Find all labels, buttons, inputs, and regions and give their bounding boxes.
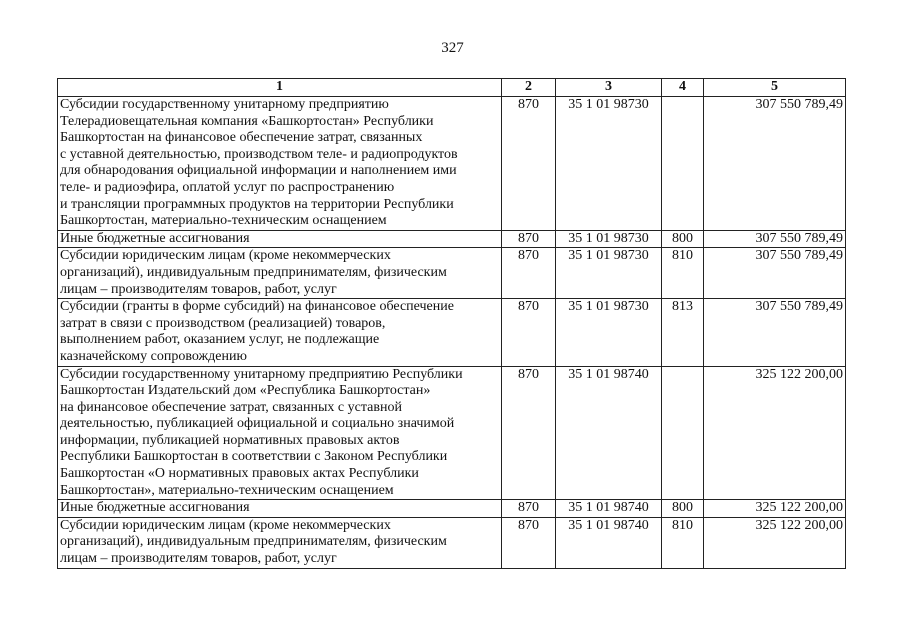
row-name: Иные бюджетные ассигнования [58, 230, 502, 248]
budget-table [57, 78, 846, 569]
row-ministry-code: 870 [502, 248, 556, 299]
row-article-code: 35 1 01 98740 [556, 500, 662, 518]
table-row [58, 248, 846, 299]
row-name: Иные бюджетные ассигнования [58, 500, 502, 518]
table-header-row [58, 79, 846, 97]
row-amount: 307 550 789,49 [704, 230, 846, 248]
row-expense-type: 800 [662, 230, 704, 248]
table-row [58, 366, 846, 500]
row-name: Субсидии государственному унитарному предприятию Телерадиовещательная компания «Башкортостан» Республики Башкортостан на финансовое обеспечение затрат, связанных с уставной деятельностью, производством теле- и радиопродуктов для обнародования официальной информации и наполнением ими теле- и радиоэфира, оплатой услуг по распространению и трансляции программных продуктов на территории Республики Башкортостан, материально-техническим оснащением [58, 97, 502, 231]
row-ministry-code: 870 [502, 299, 556, 366]
row-article-code: 35 1 01 98730 [556, 248, 662, 299]
page-number: 327 [441, 40, 464, 56]
row-expense-type [662, 366, 704, 500]
table-row [58, 500, 846, 518]
column-header-article: 3 [556, 79, 662, 97]
row-article-code: 35 1 01 98730 [556, 230, 662, 248]
row-amount: 325 122 200,00 [704, 366, 846, 500]
row-amount: 325 122 200,00 [704, 500, 846, 518]
row-ministry-code: 870 [502, 366, 556, 500]
row-ministry-code: 870 [502, 97, 556, 231]
row-article-code: 35 1 01 98740 [556, 517, 662, 568]
row-article-code: 35 1 01 98740 [556, 366, 662, 500]
column-header-expense-type: 4 [662, 79, 704, 97]
row-name: Субсидии государственному унитарному предприятию Республики Башкортостан Издательский дом «Республика Башкортостан» на финансовое обеспечение затрат, связанных с уставной деятельностью, публикацией официальной и социально значимой информации, публикацией нормативных правовых актов Республики Башкортостан в соответствии с Законом Республики Башкортостан «О нормативных правовых актах Республики Башкортостан», материально-техническим оснащением [58, 366, 502, 500]
row-amount: 307 550 789,49 [704, 97, 846, 231]
column-header-name: 1 [58, 79, 502, 97]
row-name: Субсидии юридическим лицам (кроме некоммерческих организаций), индивидуальным предпринимателям, физическим лицам – производителям товаров, работ, услуг [58, 517, 502, 568]
row-name: Субсидии юридическим лицам (кроме некоммерческих организаций), индивидуальным предпринимателям, физическим лицам – производителям товаров, работ, услуг [58, 248, 502, 299]
row-amount: 307 550 789,49 [704, 248, 846, 299]
row-expense-type: 810 [662, 248, 704, 299]
row-expense-type: 810 [662, 517, 704, 568]
row-article-code: 35 1 01 98730 [556, 97, 662, 231]
table-row [58, 517, 846, 568]
table-row [58, 299, 846, 366]
row-expense-type: 800 [662, 500, 704, 518]
row-ministry-code: 870 [502, 517, 556, 568]
table-row [58, 230, 846, 248]
column-header-ministry: 2 [502, 79, 556, 97]
column-header-amount: 5 [704, 79, 846, 97]
table-row [58, 97, 846, 231]
row-expense-type [662, 97, 704, 231]
row-ministry-code: 870 [502, 230, 556, 248]
row-article-code: 35 1 01 98730 [556, 299, 662, 366]
row-ministry-code: 870 [502, 500, 556, 518]
row-amount: 325 122 200,00 [704, 517, 846, 568]
row-amount: 307 550 789,49 [704, 299, 846, 366]
row-expense-type: 813 [662, 299, 704, 366]
row-name: Субсидии (гранты в форме субсидий) на финансовое обеспечение затрат в связи с производством (реализацией) товаров, выполнением работ, оказанием услуг, не подлежащие казначейскому сопровождению [58, 299, 502, 366]
